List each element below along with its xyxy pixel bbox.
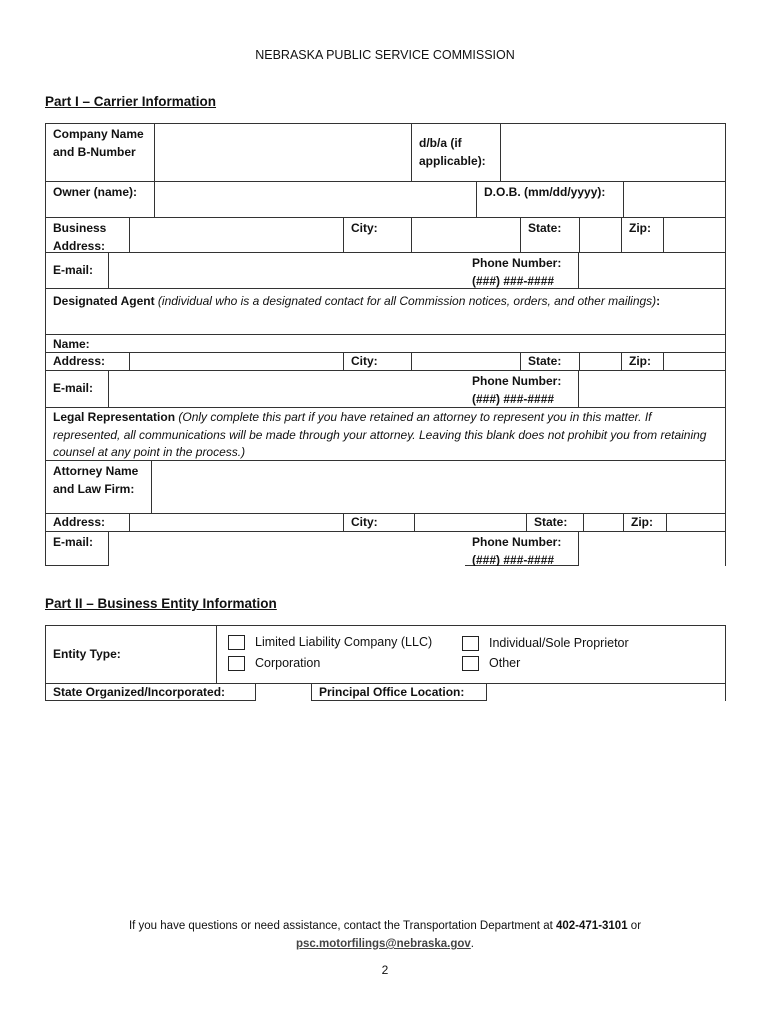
option-sole-proprietor-label: Individual/Sole Proprietor	[489, 636, 629, 650]
email-phone-row	[46, 252, 725, 288]
checkbox-corporation[interactable]	[228, 656, 245, 671]
checkbox-other[interactable]	[462, 656, 479, 671]
attorney-city-field[interactable]	[414, 514, 526, 531]
attorney-zip-field[interactable]	[666, 514, 725, 531]
attorney-field[interactable]	[151, 461, 725, 513]
phone-label: Phone Number: (###) ###-####	[472, 256, 562, 288]
attorney-address-row	[46, 513, 725, 531]
agent-address-label: Address:	[53, 354, 106, 368]
company-row	[46, 124, 725, 181]
agent-email-label	[46, 371, 108, 407]
attorney-state-field[interactable]	[583, 514, 623, 531]
dba-label-text: d/b/a (if applicable):	[419, 136, 486, 168]
agent-phone-field[interactable]	[578, 371, 725, 407]
option-sole-proprietor[interactable]	[462, 635, 629, 653]
footer-email-link[interactable]: psc.motorfilings@nebraska.gov	[295, 938, 471, 950]
agent-name-label[interactable]: Name:	[53, 337, 90, 351]
city-label: City:	[343, 218, 411, 252]
attorney-email-label: E-mail:	[53, 535, 94, 549]
legal-representation-row	[46, 407, 725, 460]
attorney-address-label: Address:	[53, 515, 106, 529]
option-llc[interactable]	[228, 634, 432, 652]
company-name-field[interactable]	[154, 124, 411, 181]
agent-note: (individual who is a designated contact for all Commission notices, orders, and other mailings)	[157, 294, 657, 308]
agent-zip-field[interactable]	[663, 353, 725, 370]
agent-address-row	[46, 352, 725, 370]
agent-colon: :	[656, 294, 661, 308]
attorney-phone-field[interactable]	[578, 532, 725, 566]
footer-text: If you have questions or need assistance, contact the Transportation Department at	[128, 920, 556, 932]
legal-heading: Legal Representation	[53, 410, 176, 424]
attorney-address-field[interactable]	[129, 514, 343, 531]
attorney-phone-label: Phone Number: (###) ###-####	[472, 535, 562, 566]
agent-name-row	[46, 334, 725, 352]
attorney-zip-label: Zip:	[623, 514, 666, 531]
option-other-label: Other	[489, 656, 521, 670]
option-corporation-label: Corporation	[255, 656, 321, 670]
state-organized-label: State Organized/Incorporated:	[53, 685, 226, 699]
email-field[interactable]	[108, 253, 465, 288]
business-state-field[interactable]	[579, 218, 621, 252]
agent-city-field[interactable]	[411, 353, 520, 370]
checkbox-llc[interactable]	[228, 635, 245, 650]
option-other[interactable]	[462, 655, 520, 673]
agent-state-field[interactable]	[579, 353, 621, 370]
zip-label: Zip:	[621, 218, 663, 252]
business-zip-field[interactable]	[663, 218, 725, 252]
checkbox-sole-proprietor[interactable]	[462, 636, 479, 651]
footer-text-after: or	[627, 920, 642, 932]
company-label: Company Name and B-Number	[53, 127, 144, 159]
agent-city-label: City:	[343, 353, 411, 370]
part1-title: Part I – Carrier Information	[45, 94, 217, 109]
business-entity-table	[45, 625, 726, 701]
agent-phone-label: Phone Number: (###) ###-####	[472, 374, 562, 406]
phone-field[interactable]	[578, 253, 725, 288]
business-city-field[interactable]	[411, 218, 520, 252]
dba-label	[411, 124, 500, 181]
entity-type-label-text: Entity Type:	[53, 646, 121, 661]
footer	[0, 917, 770, 953]
agent-email-field[interactable]	[108, 371, 465, 407]
business-address-row	[46, 217, 725, 252]
legal-note: (Only complete this part if you have retained an attorney to represent you in this matter. If represented, all communications will be made through your attorney. Leaving this blank does not prohibit you from retaining counsel at any point in the process.)	[53, 410, 707, 459]
owner-label: Owner (name):	[53, 185, 138, 199]
carrier-info-table	[45, 123, 726, 566]
attorney-state-label: State:	[526, 514, 583, 531]
principal-office-field[interactable]	[486, 684, 725, 701]
designated-agent-heading	[46, 289, 725, 334]
footer-period: .	[470, 938, 474, 950]
email-label-text: E-mail:	[53, 262, 94, 277]
legal-representation-heading	[46, 408, 725, 460]
attorney-city-label: City:	[343, 514, 414, 531]
business-address-field[interactable]	[129, 218, 343, 252]
entity-type-label	[46, 626, 216, 683]
entity-type-options	[216, 626, 725, 683]
business-address-label: Business Address:	[53, 221, 107, 252]
email-label	[46, 253, 108, 288]
option-llc-label: Limited Liability Company (LLC)	[255, 635, 433, 649]
part2-title: Part II – Business Entity Information	[45, 596, 277, 611]
agent-email-phone-row	[46, 370, 725, 407]
designated-agent-row	[46, 288, 725, 334]
dba-field[interactable]	[500, 124, 725, 181]
page-number: 2	[381, 963, 389, 977]
footer-phone: 402-471-3101	[555, 920, 628, 932]
dob-label: D.O.B. (mm/dd/yyyy):	[476, 182, 623, 217]
agent-zip-label: Zip:	[621, 353, 663, 370]
principal-office-label: Principal Office Location:	[311, 684, 486, 701]
state-label: State:	[520, 218, 579, 252]
attorney-email-phone-row	[46, 531, 725, 566]
agent-address-field[interactable]	[129, 353, 343, 370]
state-office-row	[46, 683, 725, 701]
owner-row	[46, 181, 725, 217]
attorney-email-field[interactable]	[108, 532, 465, 566]
agent-heading: Designated Agent	[53, 294, 155, 308]
agent-email-label-text: E-mail:	[53, 381, 94, 396]
dob-field[interactable]	[623, 182, 725, 217]
attorney-label: Attorney Name and Law Firm:	[53, 464, 139, 496]
option-corporation[interactable]	[228, 655, 320, 673]
page-header: NEBRASKA PUBLIC SERVICE COMMISSION	[255, 48, 515, 62]
owner-name-field[interactable]	[154, 182, 476, 217]
attorney-row	[46, 460, 725, 513]
agent-state-label: State:	[520, 353, 579, 370]
entity-type-row	[46, 626, 725, 683]
state-organized-field[interactable]	[255, 684, 311, 701]
